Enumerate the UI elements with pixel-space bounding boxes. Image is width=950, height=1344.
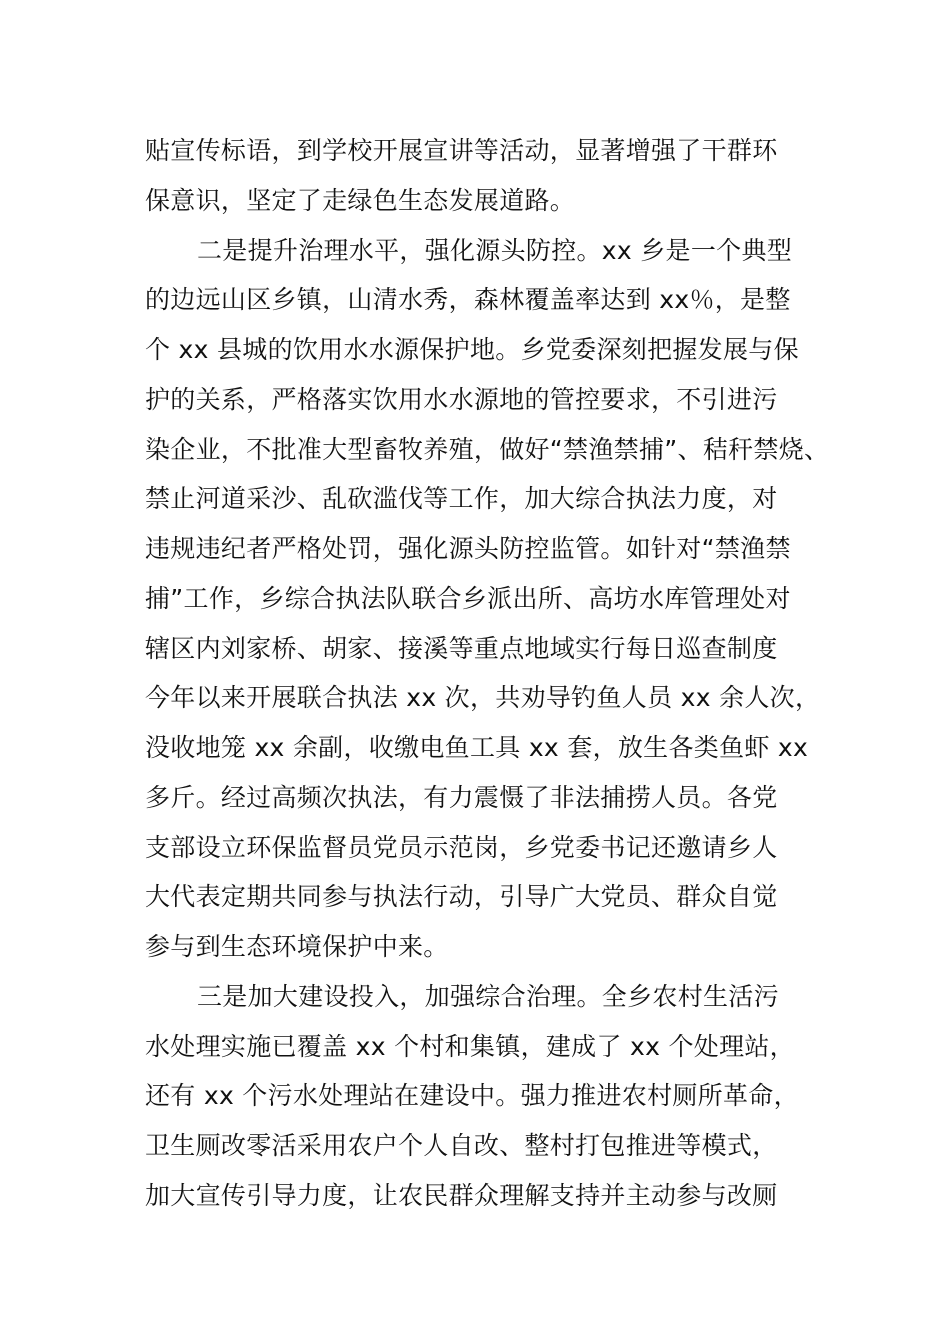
text-line: 参与到生态环境保护中来。 [145,932,449,961]
text-line: 卫生厕改零活采用农户个人自改、整村打包推进等模式， [145,1131,778,1160]
text-line: 没收地笼 xx 余副，收缴电鱼工具 xx 套，放生各类鱼虾 xx [145,733,809,762]
text-line: 贴宣传标语，到学校开展宣讲等活动，显著增强了干群环 [145,136,778,165]
text-line: 还有 xx 个污水处理站在建设中。强力推进农村厕所革命， [145,1081,799,1111]
text-line: 水处理实施已覆盖 xx 个村和集镇，建成了 xx 个处理站， [145,1031,795,1061]
text-line: 大代表定期共同参与执法行动，引导广大党员、群众自觉 [145,882,778,912]
text-line: 今年以来开展联合执法 xx 次，共劝导钓鱼人员 xx 余人次， [145,683,821,713]
paragraph-start-line: 三是加大建设投入，加强综合治理。全乡农村生活污 [197,981,779,1011]
text-line: 染企业，不批准大型畜牧养殖，做好“禁渔禁捕”、秸秆禁烧、 [145,434,830,464]
text-line: 多斤。经过高频次执法，有力震慑了非法捕捞人员。各党 [145,782,778,812]
text-line: 个 xx 县城的饮用水水源保护地。乡党委深刻把握发展与保 [145,335,799,364]
text-line: 保意识，坚定了走绿色生态发展道路。 [145,185,576,215]
text-line: 禁止河道采沙、乱砍滥伐等工作，加大综合执法力度，对 [145,484,778,514]
text-line: 的边远山区乡镇，山清水秀，森林覆盖率达到 xx％，是整 [145,285,791,315]
text-line: 支部设立环保监督员党员示范岗，乡党委书记还邀请乡人 [145,832,778,862]
text-line: 护的关系，严格落实饮用水水源地的管控要求，不引进污 [145,384,778,414]
text-line: 加大宣传引导力度，让农民群众理解支持并主动参与改厕 [145,1180,778,1210]
body-text [145,126,835,1221]
text-line: 违规违纪者严格处罚，强化源头防控监管。如针对“禁渔禁 [145,534,791,563]
text-line: 捕”工作，乡综合执法队联合乡派出所、高坊水库管理处对 [145,583,791,613]
text-line: 辖区内刘家桥、胡家、接溪等重点地域实行每日巡查制度 [145,633,778,663]
paragraph-start-line: 二是提升治理水平，强化源头防控。xx 乡是一个典型 [197,235,793,265]
